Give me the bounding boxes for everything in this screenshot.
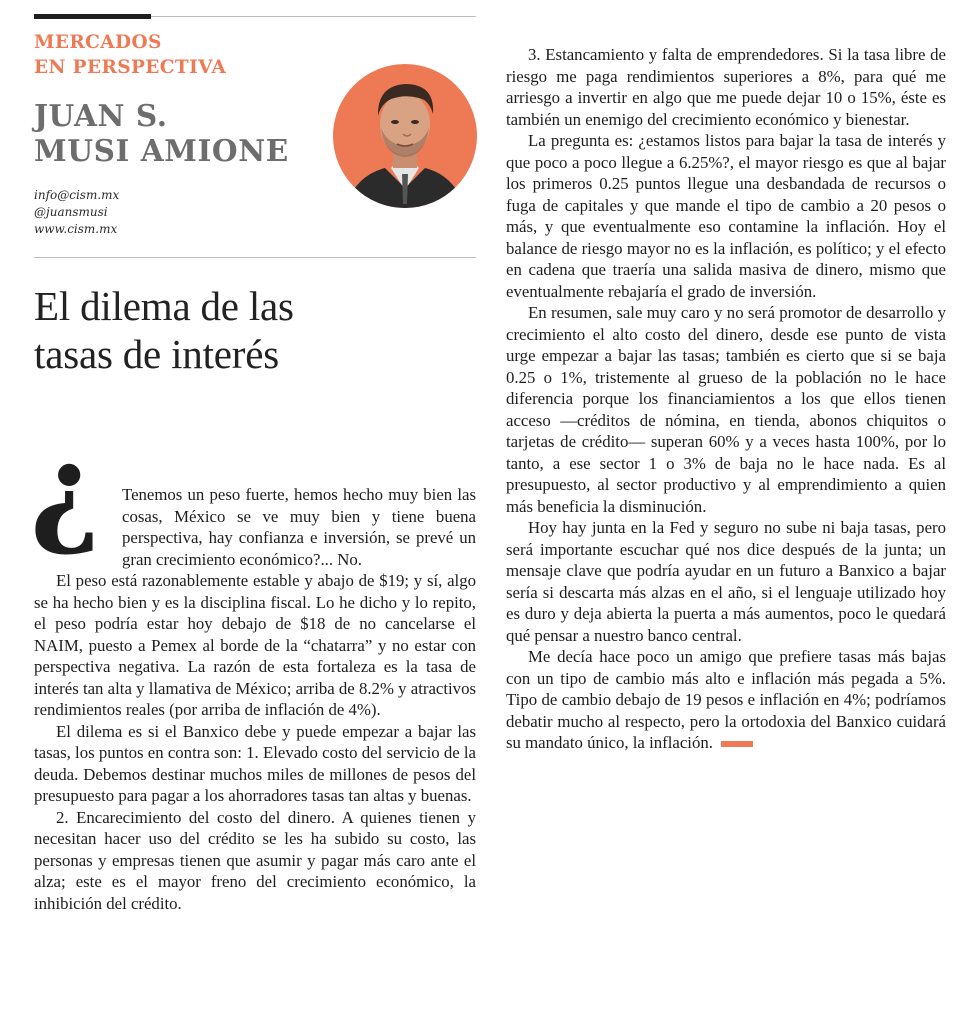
contact-email[interactable]: info@cism.mx — [34, 188, 120, 202]
article-column-right — [506, 44, 946, 754]
title-divider — [34, 257, 476, 258]
end-of-article-mark — [721, 741, 753, 747]
article-paragraph: Tenemos un peso fuerte, hemos hecho muy bien las cosas, México se ve muy bien y tiene buena perspectiva, hay confianza e inversión, se prevé un gran crecimiento económico?... No. — [122, 485, 476, 569]
contact-website[interactable]: www.cism.mx — [34, 222, 118, 236]
article-paragraph: El peso está razonablemente estable y abajo de $19; y sí, algo se ha hecho bien y es la disciplina fiscal. Lo he dicho y lo repito, el peso podría estar hoy debajo de $18 de no cancelarse el NAIM, puesto a Pemex al borde de la “chatarra” y no estar con perspectiva negativa. La razón de esta fortaleza es la tasa de interés tan alta y llamativa de México; arriba de 8.2% y atractivos rendimientos reales (por arriba de inflación de 4%). — [34, 571, 476, 719]
last-paragraph-text: Me decía hace poco un amigo que prefiere tasas más bajas con un tipo de cambio más alto e inflación más pegada a 5%. Tipo de cambio debajo de 19 pesos e inflación en 4%; podríamos debatir mucho al respecto, pero la ortodoxia del Banxico cuidará su mandato único, la inflación. — [506, 647, 946, 752]
article-paragraph-last — [506, 646, 946, 754]
author-portrait-illustration — [333, 64, 477, 208]
author-name — [34, 98, 289, 168]
drop-cap: ¿ — [30, 419, 101, 560]
article-title — [34, 282, 484, 378]
section-line-2: EN PERSPECTIVA — [34, 57, 227, 78]
section-line-1: MERCADOS — [34, 32, 162, 53]
author-photo — [333, 64, 477, 208]
author-line-2: MUSI AMIONE — [34, 133, 289, 168]
column-section-title — [34, 30, 226, 80]
author-contacts — [34, 187, 119, 238]
article-paragraph: Hoy hay junta en la Fed y seguro no sube ni baja tasas, pero será importante escuchar qué nos dice después de la junta; un mensaje clave que podría ayudar en un futuro a Banxico a bajar sería si descarta más alzas en el año, si el lenguaje utilizado hoy es duro y deja abierta la puerta a más aumentos, poco le quedará qué pensar a nuestro banco central. — [506, 518, 946, 645]
title-line-1: El dilema de las — [34, 283, 294, 329]
title-line-2: tasas de interés — [34, 331, 279, 377]
article-paragraph: 2. Encarecimiento del costo del dinero. A quienes tienen y necesitan hacer uso del crédito se les ha subido su costo, las personas y empresas tienen que asumir y pagar más caro ante el alza; este es el mayor freno del crecimiento económico, la inhibición del crédito. — [34, 807, 476, 913]
article-paragraph: En resumen, sale muy caro y no será promotor de desarrollo y crecimiento el alto costo del dinero, desde ese punto de vista urge empezar a bajar las tasas; también es cierto que si se baja 0.25 o 1%, tristemente al grueso de la población no le hace diferencia porque los financiamientos a los que ellos tienen acceso —créditos de nómina, en tienda, abonos chiquitos o tarjetas de crédito— superan 60% y a veces hasta 100%, por lo tanto, a ese sector 1 o 3% de baja no le hace nada. Es al presupuesto, al sector productivo y al emprendimiento a quien más beneficia la disminución. — [506, 303, 946, 516]
article-column-left — [34, 484, 476, 914]
top-rule — [34, 14, 151, 19]
author-line-1: JUAN S. — [34, 98, 168, 133]
article-paragraph: La pregunta es: ¿estamos listos para bajar la tasa de interés y que poco a poco llegue a 6.25%?, el mayor riesgo es que al bajar los primeros 0.25 puntos llegue una desbandada de recursos o fuga de capitales y que mande el tipo de cambio a 20 pesos o más, y que eventualmente eso contamine la inflación. Hoy el balance de riesgo mayor no es la inflación, es político; y el efecto en cadena que traería una salida masiva de dinero, mismo que eventualmente rebajaría el grado de inversión. — [506, 131, 946, 301]
contact-handle[interactable]: @juansmusi — [34, 205, 108, 219]
article-paragraph: 3. Estancamiento y falta de emprendedores. Si la tasa libre de riesgo me paga rendimientos superiores a 8%, para qué me arriesgo a invertir en algo que me puede dejar 10 o 15%, éste es también un enemigo del crecimiento económico y bienestar. — [506, 45, 946, 129]
article-paragraph: El dilema es si el Banxico debe y puede empezar a bajar las tasas, los puntos en contra son: 1. Elevado costo del servicio de la deuda. Debemos destinar muchos miles de millones de pesos del presupuesto para pagar a los ahorradores tasas tan altas y buenas. — [34, 721, 476, 805]
header-divider — [151, 16, 476, 17]
